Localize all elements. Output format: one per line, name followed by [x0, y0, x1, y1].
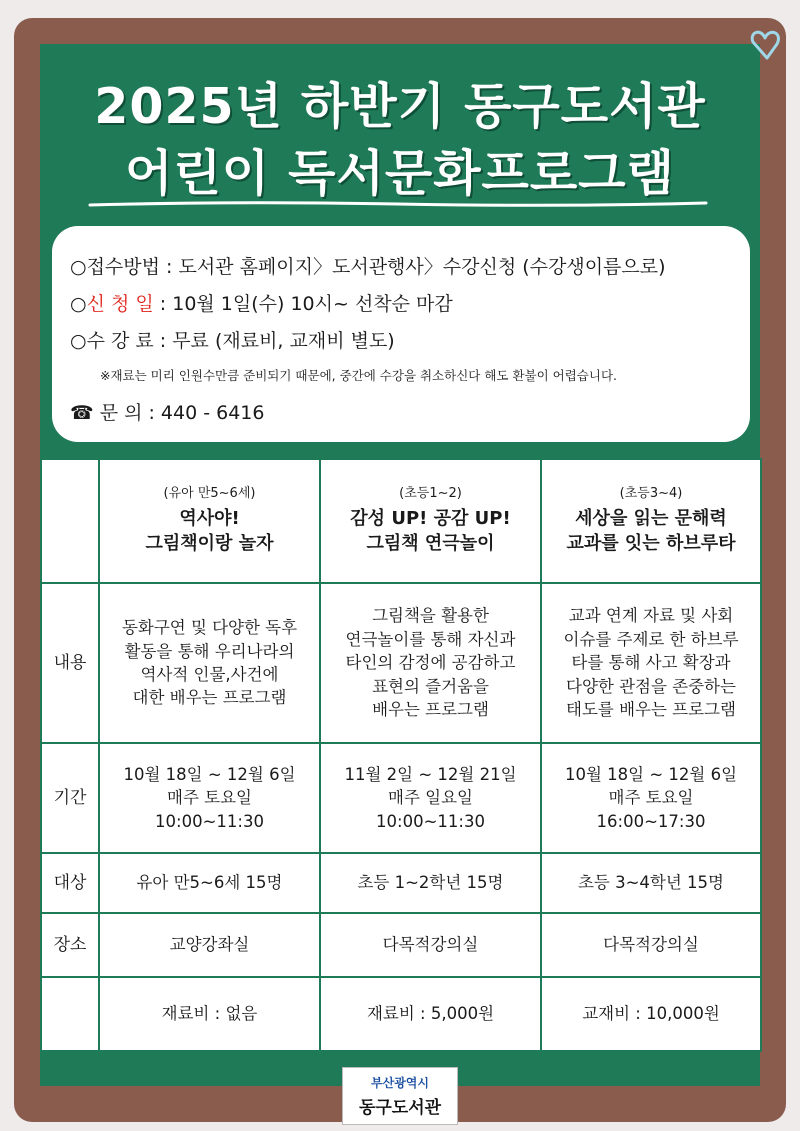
- poster-title-line1: 2025년 하반기 동구도서관: [94, 78, 706, 135]
- row-header-cost-empty: [41, 977, 99, 1051]
- period-dates: 11월 2일 ~ 12월 21일: [344, 764, 517, 784]
- program-audience: (초등1~2): [399, 486, 462, 502]
- program-header-cell: [541, 459, 761, 583]
- application-date-value: : 10월 1일(수) 10시~ 선착순 마감: [153, 293, 453, 315]
- refund-note: ※재료는 미리 인원수만큼 준비되기 때문에, 중간에 수강을 취소하신다 해도 환불이 어렵습니다.: [100, 368, 618, 383]
- period-day: 매주 토요일: [608, 788, 694, 808]
- content-line: 교과 연계 자료 및 사회: [568, 606, 734, 626]
- content-line: 타를 통해 사고 확장과: [571, 653, 731, 673]
- content-line: 그림책을 활용한: [372, 606, 489, 626]
- content-line: 표현의 즐거움을: [372, 676, 489, 696]
- table-row-place: [41, 913, 761, 977]
- program-title: 역사야!: [179, 507, 240, 529]
- heart-icon: [745, 20, 789, 64]
- period-time: 10:00~11:30: [155, 811, 264, 831]
- logo-city: 부산광역시: [371, 1076, 429, 1090]
- program-title: 그림책이랑 놀자: [145, 533, 274, 555]
- application-date: [70, 289, 453, 316]
- period-day: 매주 일요일: [388, 788, 473, 808]
- content-line: 태도를 배우는 프로그램: [566, 700, 736, 720]
- program-title: 감성 UP! 공감 UP!: [350, 507, 511, 529]
- content-line: 활동을 통해 우리나라의: [124, 641, 295, 661]
- table-corner-cell: [41, 459, 99, 583]
- table-row-header: [41, 459, 761, 583]
- program-title: 그림책 연극놀이: [366, 533, 495, 555]
- row-header-place: 장소: [41, 913, 99, 977]
- program-period-cell: [320, 743, 541, 853]
- program-target-cell: 유아 만5~6세 15명: [99, 853, 320, 913]
- content-line: 타인의 감정에 공감하고: [345, 653, 516, 673]
- row-header-period: 기간: [41, 743, 99, 853]
- period-dates: 10월 18일 ~ 12월 6일: [564, 764, 738, 784]
- program-audience: (유아 만5~6세): [163, 486, 256, 502]
- program-header-cell: [320, 459, 541, 583]
- application-method: ○접수방법 : 도서관 홈페이지〉도서관행사〉수강신청 (수강생이름으로): [70, 256, 666, 278]
- logo-library-name: 동구도서관: [358, 1098, 442, 1118]
- table-row-content: [41, 583, 761, 743]
- table-row-target: [41, 853, 761, 913]
- content-line: 역사적 인물,사건에: [140, 665, 279, 684]
- period-time: 10:00~11:30: [376, 811, 485, 831]
- program-content-cell: [99, 583, 320, 743]
- contact-phone: ☎ 문 의 : 440 - 6416: [70, 402, 265, 424]
- program-title: 세상을 읽는 문해력: [575, 507, 727, 529]
- program-table: [40, 458, 762, 1052]
- program-content-cell: [320, 583, 541, 743]
- program-target-cell: 초등 3~4학년 15명: [541, 853, 761, 913]
- table-row-period: [41, 743, 761, 853]
- program-place-cell: 다목적강의실: [541, 913, 761, 977]
- content-line: 이슈를 주제로 한 하브루: [563, 629, 739, 649]
- content-line: 다양한 관점을 존중하는: [566, 676, 736, 696]
- period-day: 매주 토요일: [167, 788, 252, 808]
- course-fee: ○수 강 료 : 무료 (재료비, 교재비 별도): [70, 330, 395, 352]
- program-place-cell: 다목적강의실: [320, 913, 541, 977]
- row-header-target: 대상: [41, 853, 99, 913]
- poster-title-line2: 어린이 독서문화프로그램: [125, 145, 675, 202]
- application-date-label: 신 청 일: [86, 293, 154, 315]
- program-audience: (초등3~4): [619, 486, 683, 502]
- program-content-cell: [541, 583, 761, 743]
- table-row-cost: [41, 977, 761, 1051]
- program-cost-cell: 재료비 : 5,000원: [320, 977, 541, 1051]
- content-line: 배우는 프로그램: [372, 700, 489, 720]
- application-date-prefix: ○: [70, 293, 87, 315]
- row-header-content: 내용: [41, 583, 99, 743]
- title-underline: [88, 200, 708, 208]
- period-time: 16:00~17:30: [596, 811, 706, 831]
- program-place-cell: 교양강좌실: [99, 913, 320, 977]
- program-cost-cell: 교재비 : 10,000원: [541, 977, 761, 1051]
- program-period-cell: [541, 743, 761, 853]
- program-header-cell: [99, 459, 320, 583]
- program-target-cell: 초등 1~2학년 15명: [320, 853, 541, 913]
- info-panel: [52, 226, 750, 442]
- program-period-cell: [99, 743, 320, 853]
- content-line: 동화구연 및 다양한 독후: [121, 618, 298, 638]
- period-dates: 10월 18일 ~ 12월 6일: [123, 764, 296, 784]
- library-logo: [342, 1067, 458, 1125]
- content-line: 대한 배우는 프로그램: [132, 688, 287, 708]
- program-cost-cell: 재료비 : 없음: [99, 977, 320, 1051]
- program-title: 교과를 잇는 하브루타: [566, 533, 736, 555]
- content-line: 연극놀이를 통해 자신과: [345, 629, 516, 649]
